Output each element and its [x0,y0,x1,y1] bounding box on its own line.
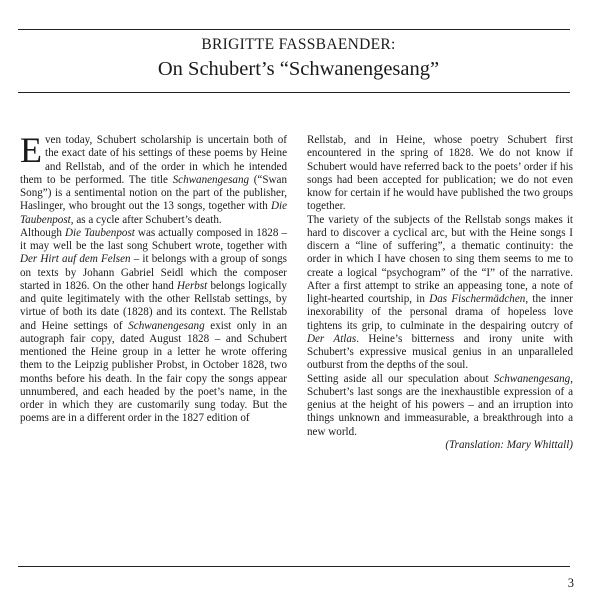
right-column [307,134,573,452]
footer-rule [18,566,570,567]
song-title: Der Atlas [307,332,357,345]
text-run: (“Swan Song”) is a sentimental notion on the part of the publisher, Haslinger, who brought out the 13 songs, together with [20,173,287,213]
header-rule [18,92,570,93]
article-author: BRIGITTE FASSBAENDER: [201,36,396,53]
paragraph [307,214,573,373]
text-run: – it belongs with a group of songs on texts by Johann Gabriel Seidl which the composer started in 1826. On the other hand [20,253,287,292]
paragraph [20,130,287,227]
paragraph [307,373,573,439]
text-run: . Heine’s bitterness and irony unite with Schubert’s expressive musical genius in an unparalleled outburst from the depths of the soul. [307,332,573,372]
song-title: Herbst [177,279,208,292]
text-run: exist only in an autograph fair copy, dated August 1828 – and Schubert mentioned the Heine group in a letter he wrote offering them to the Leipzig publisher Probst, in October 1828, two months before his death. In the fair copy the songs appear unnumbered, and each headed by the poet’s name, in the order in which they are customarily sung today. But the poems are in a different order in the 1827 edition of [20,319,287,425]
text-run: Although [20,226,65,239]
paragraph [20,227,287,426]
text-run: ven today, Schubert scholarship is uncertain both of the exact date of his settings of these poems by Heine and Rellstab, and of the order in which he intended them to be performed. The title [20,134,287,186]
page-number: 3 [567,576,574,590]
text-run: , Schubert’s last songs are the inexhaustible expression of a genius at the height of his powers – and an irruption into things unknown and immeasurable, a breakthrough into a new world. [307,372,573,438]
left-column [20,130,288,426]
song-title: Der Hirt auf dem Felsen [20,253,131,266]
song-title: Die Taubenpost [65,226,135,239]
song-title: Das Fischermädchen [429,293,526,305]
text-run: , the inner inexorability of the personal drama of hopeless love tightens its grip, to culminate in the despairing outcry of [307,293,573,332]
song-title: Schwanengesang [128,319,205,332]
song-title: Schwanengesang [493,372,571,385]
text-run: , as a cycle after Schubert’s death. [70,213,222,226]
text-run: belongs logically and quite legitimately with the other Rellstab settings, by virtue of both its date (1828) and its context. The Rellstab and Heine settings of [20,279,287,332]
top-rule [18,29,570,30]
text-run: was actually composed in 1828 – it may well be the last song Schubert wrote, together with [20,226,288,252]
translation-credit: (Translation: Mary Whittall) [445,438,573,451]
text-run: Setting aside all our speculation about [307,372,494,385]
drop-cap: E [20,130,42,170]
article-title: On Schubert’s “Schwanengesang” [157,58,440,80]
song-title: Schwanengesang [172,173,250,186]
song-title: Die Taubenpost [20,200,287,226]
text-run: The variety of the subjects of the Rellstab songs makes it hard to discover a cyclical arc, but with the Heine songs I discern a “line of suffering”, a thematic continuity: the order in which I have chosen to sing them seems to me to create a logical “psychogram” of the “I” of the narrative. After a first attempt to strike an appeasing tone, a note of light-hearted courtship, in [307,213,573,305]
paragraph: Rellstab, and in Heine, whose poetry Schubert first encountered in the spring of 1828. We do not know if Schubert would have referred back to the poets’ order if his songs had been accepted for publication; we do not even know for certain if he would have published the two groups together. [307,134,573,213]
